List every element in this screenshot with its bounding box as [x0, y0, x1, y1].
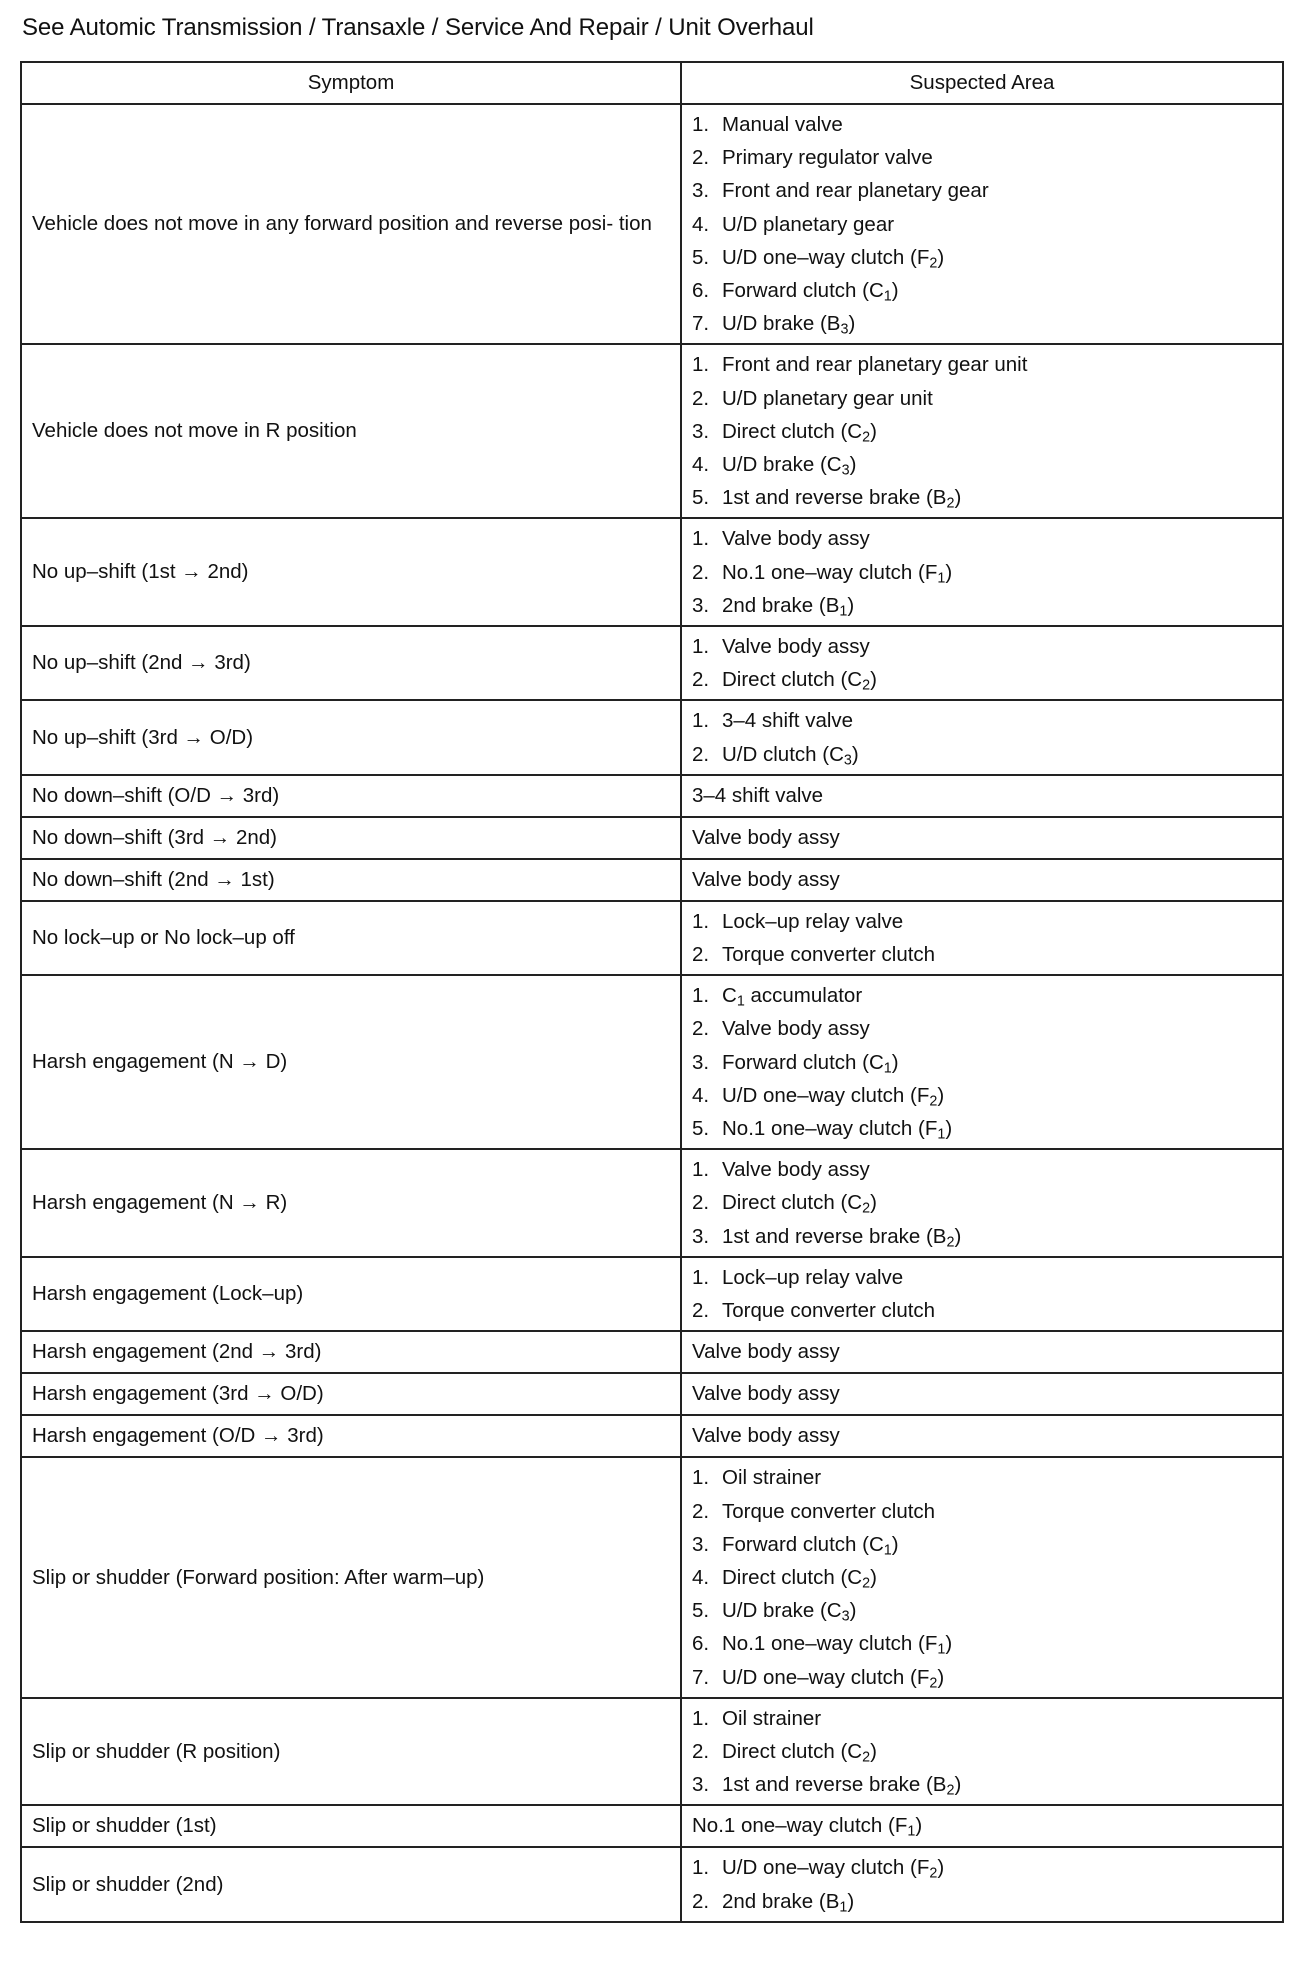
list-item-text: Direct clutch $(C_2)$ — [722, 419, 877, 446]
list-item-text: Forward clutch $(C_1)$ — [722, 1532, 899, 1559]
suspected-area-list — [692, 1848, 1272, 1920]
suspected-area-list — [692, 1150, 1272, 1256]
list-item — [692, 1079, 1272, 1112]
suspected-area-cell: Valve body assy — [681, 859, 1283, 901]
symptom-cell: Slip or shudder (1st) — [21, 1805, 681, 1847]
suspected-area-list — [692, 519, 1272, 625]
table-row — [21, 817, 1283, 859]
table-header-row — [21, 62, 1283, 104]
list-item — [692, 938, 1272, 971]
suspected-area-cell — [681, 1457, 1283, 1697]
symptom-cell: No up–shift (2nd → 3rd) — [21, 626, 681, 700]
suspected-area-list — [692, 627, 1272, 699]
list-item-text: U/D planetary gear — [722, 212, 895, 236]
list-item — [692, 556, 1272, 589]
suspected-area-cell: Valve body assy — [681, 1415, 1283, 1457]
list-item-number: 2. — [692, 386, 710, 410]
list-item — [692, 522, 1272, 555]
symptom-cell: Harsh engagement (3rd → O/D) — [21, 1373, 681, 1415]
symptom-cell: No down–shift (O/D → 3rd) — [21, 775, 681, 817]
suspected-area-cell — [681, 518, 1283, 626]
list-item-text: Oil strainer — [722, 1706, 822, 1730]
list-item-text: U/D one–way clutch $(F_2)$ — [722, 245, 945, 272]
list-item-text: Direct clutch $(C_2)$ — [722, 1191, 877, 1218]
list-item-text: Primary regulator valve — [722, 146, 933, 170]
list-item-number: 5. — [692, 245, 710, 269]
table-row — [21, 775, 1283, 817]
list-item-number: 4. — [692, 1565, 710, 1589]
list-item-number: 7. — [692, 1665, 710, 1689]
list-item — [692, 1627, 1272, 1660]
suspected-area-cell: Valve body assy — [681, 1331, 1283, 1373]
list-item-text: Torque converter clutch — [722, 1299, 936, 1323]
suspected-area-cell — [681, 626, 1283, 700]
list-item-number: 2. — [692, 1889, 710, 1913]
suspected-area-cell — [681, 104, 1283, 344]
list-item-text: U/D clutch $(C_3)$ — [722, 742, 859, 769]
list-item — [692, 1046, 1272, 1079]
list-item-number: 1. — [692, 709, 710, 733]
table-row — [21, 104, 1283, 344]
list-item — [692, 1495, 1272, 1528]
table-row — [21, 1331, 1283, 1373]
list-item-text: Torque converter clutch — [722, 1499, 936, 1523]
list-item — [692, 979, 1272, 1012]
suspected-area-list — [692, 701, 1272, 773]
list-item — [692, 738, 1272, 771]
suspected-area-list — [692, 902, 1272, 974]
list-item-text: 3–4 shift valve — [722, 709, 854, 733]
list-item-text: U/D one–way clutch $(F_2)$ — [722, 1665, 945, 1692]
list-item — [692, 1012, 1272, 1045]
list-item-number: 2. — [692, 146, 710, 170]
symptom-cell: Vehicle does not move in R position — [21, 344, 681, 518]
list-item — [692, 274, 1272, 307]
list-item-number: 4. — [692, 212, 710, 236]
table-row — [21, 626, 1283, 700]
list-item — [692, 905, 1272, 938]
list-item — [692, 1220, 1272, 1253]
list-item — [692, 307, 1272, 340]
list-item-text: No.1 one–way clutch $(F_1)$ — [722, 1632, 953, 1658]
list-item — [692, 1768, 1272, 1801]
list-item — [692, 241, 1272, 274]
list-item-text: Valve body assy — [722, 635, 870, 659]
suspected-area-cell: Valve body assy — [681, 1373, 1283, 1415]
list-item-text: Front and rear planetary gear unit — [722, 353, 1028, 377]
list-item — [692, 663, 1272, 696]
list-item-number: 1. — [692, 909, 710, 933]
list-item — [692, 481, 1272, 514]
list-item — [692, 415, 1272, 448]
symptom-cell: No up–shift (1st → 2nd) — [21, 518, 681, 626]
list-item-text: 2nd brake $(B_1)$ — [722, 593, 855, 620]
list-item — [692, 382, 1272, 415]
symptom-cell: Harsh engagement (Lock–up) — [21, 1257, 681, 1331]
list-item-text: U/D planetary gear unit — [722, 386, 933, 410]
table-body — [21, 104, 1283, 1922]
list-item-number: 6. — [692, 1632, 710, 1656]
list-item — [692, 208, 1272, 241]
list-item — [692, 108, 1272, 141]
suspected-area-cell — [681, 700, 1283, 774]
list-item-number: 1. — [692, 353, 710, 377]
list-item — [692, 174, 1272, 207]
suspected-area-cell — [681, 901, 1283, 975]
page-heading: See Automic Transmission / Transaxle / Service And Repair / Unit Overhaul — [22, 14, 814, 41]
table-row — [21, 1415, 1283, 1457]
list-item-number: 3. — [692, 1224, 710, 1248]
suspected-area-cell — [681, 344, 1283, 518]
symptom-cell: Vehicle does not move in any forward position and reverse posi- tion — [21, 104, 681, 344]
list-item-number: 2. — [692, 1299, 710, 1323]
suspected-area-list — [692, 1458, 1272, 1696]
list-item-text: Direct clutch $(C_2)$ — [722, 668, 877, 694]
symptom-cell: No lock–up or No lock–up off — [21, 901, 681, 975]
list-item-number: 5. — [692, 1117, 710, 1141]
suspected-area-column-header: Suspected Area — [681, 62, 1283, 104]
symptom-column-header: Symptom — [21, 62, 681, 104]
list-item-number: 5. — [692, 1599, 710, 1623]
list-item-number: 3. — [692, 1050, 710, 1074]
list-item-number: 4. — [692, 1083, 710, 1107]
list-item-number: 1. — [692, 984, 710, 1008]
list-item-number: 2. — [692, 668, 710, 692]
list-item — [692, 1461, 1272, 1494]
list-item — [692, 1186, 1272, 1219]
list-item-text: Torque converter clutch — [722, 943, 936, 967]
list-item-text: Valve body assy — [722, 1017, 870, 1041]
list-item-number: 5. — [692, 486, 710, 510]
list-item-text: U/D brake $(C_3)$ — [722, 1599, 857, 1625]
list-item-text: U/D brake $(C_3)$ — [722, 453, 857, 479]
list-item — [692, 1528, 1272, 1561]
suspected-area-list — [692, 1699, 1272, 1805]
list-item-text: No.1 one–way clutch $(F_1)$ — [722, 1117, 953, 1143]
list-item-text: 1st and reverse brake $(B_2)$ — [722, 1224, 962, 1251]
list-item-number: 4. — [692, 453, 710, 477]
list-item — [692, 348, 1272, 381]
list-item-text: U/D one–way clutch $(F_2)$ — [722, 1083, 945, 1110]
list-item — [692, 704, 1272, 737]
list-item-number: 3. — [692, 593, 710, 617]
list-item-text: Valve body assy — [722, 1158, 870, 1182]
suspected-area-cell: No.1 one–way clutch $(F_1)$ — [681, 1805, 1283, 1847]
list-item — [692, 141, 1272, 174]
list-item — [692, 1153, 1272, 1186]
suspected-area-cell — [681, 1149, 1283, 1257]
symptom-cell: Harsh engagement (2nd → 3rd) — [21, 1331, 681, 1373]
suspected-area-list — [692, 345, 1272, 517]
table-row — [21, 1257, 1283, 1331]
list-item-number: 1. — [692, 113, 710, 136]
table-row — [21, 901, 1283, 975]
list-item — [692, 1261, 1272, 1294]
suspected-area-cell — [681, 1698, 1283, 1806]
list-item-text: U/D one–way clutch $(F_2)$ — [722, 1856, 945, 1882]
suspected-area-cell — [681, 975, 1283, 1149]
list-item-text: 2nd brake $(B_1)$ — [722, 1889, 855, 1916]
list-item-text: Valve body assy — [722, 527, 870, 551]
symptom-cell: Harsh engagement (O/D → 3rd) — [21, 1415, 681, 1457]
list-item-number: 1. — [692, 527, 710, 551]
list-item — [692, 1561, 1272, 1594]
list-item-number: 2. — [692, 1499, 710, 1523]
list-item-number: 1. — [692, 1466, 710, 1490]
list-item — [692, 448, 1272, 481]
list-item-text: Front and rear planetary gear — [722, 179, 989, 203]
list-item-number: 1. — [692, 1265, 710, 1289]
table-row — [21, 859, 1283, 901]
list-item-text: Forward clutch $(C_1)$ — [722, 1050, 899, 1077]
list-item-text: U/D brake $(B_3)$ — [722, 312, 856, 338]
list-item-text: 1st and reverse brake $(B_2)$ — [722, 486, 962, 512]
list-item-number: 2. — [692, 742, 710, 766]
suspected-area-cell: 3–4 shift valve — [681, 775, 1283, 817]
table-row — [21, 700, 1283, 774]
list-item-text: Forward clutch $(C_1)$ — [722, 279, 899, 305]
symptom-cell: Slip or shudder (R position) — [21, 1698, 681, 1806]
list-item-number: 3. — [692, 1532, 710, 1556]
list-item-text: $C_1$ accumulator — [722, 984, 863, 1010]
symptom-cell: Slip or shudder (2nd) — [21, 1847, 681, 1921]
list-item-number: 1. — [692, 1856, 710, 1880]
table-row — [21, 975, 1283, 1149]
symptom-cell: No down–shift (2nd → 1st) — [21, 859, 681, 901]
list-item-text: No.1 one–way clutch $(F_1)$ — [722, 560, 953, 587]
table-row — [21, 1698, 1283, 1806]
table-row — [21, 344, 1283, 518]
suspected-area-list — [692, 1258, 1272, 1330]
list-item — [692, 1885, 1272, 1918]
list-item-text: Lock–up relay valve — [722, 909, 904, 933]
symptom-cell: Slip or shudder (Forward position: After warm–up) — [21, 1457, 681, 1697]
list-item — [692, 1294, 1272, 1327]
table-row — [21, 1847, 1283, 1921]
list-item-number: 1. — [692, 635, 710, 659]
list-item-number: 1. — [692, 1706, 710, 1730]
list-item-number: 2. — [692, 1017, 710, 1041]
list-item-text: Direct clutch $(C_2)$ — [722, 1739, 877, 1766]
diagnosis-table — [20, 61, 1284, 1923]
list-item — [692, 1735, 1272, 1768]
list-item-number: 3. — [692, 419, 710, 443]
table-row — [21, 1373, 1283, 1415]
list-item — [692, 1851, 1272, 1884]
table-row — [21, 1149, 1283, 1257]
list-item-text: Oil strainer — [722, 1466, 822, 1490]
list-item-number: 3. — [692, 1773, 710, 1797]
list-item-number: 7. — [692, 312, 710, 336]
list-item — [692, 1661, 1272, 1694]
symptom-cell: Harsh engagement (N → D) — [21, 975, 681, 1149]
table-row — [21, 1457, 1283, 1697]
list-item — [692, 630, 1272, 663]
list-item-text: Lock–up relay valve — [722, 1265, 904, 1289]
table-row — [21, 1805, 1283, 1847]
list-item-number: 2. — [692, 1739, 710, 1763]
suspected-area-cell — [681, 1847, 1283, 1921]
list-item-text: 1st and reverse brake $(B_2)$ — [722, 1773, 962, 1799]
list-item — [692, 589, 1272, 622]
symptom-cell: No down–shift (3rd → 2nd) — [21, 817, 681, 859]
list-item — [692, 1702, 1272, 1735]
symptom-cell: Harsh engagement (N → R) — [21, 1149, 681, 1257]
list-item-text: Manual valve — [722, 113, 843, 136]
list-item-text: Direct clutch $(C_2)$ — [722, 1565, 877, 1592]
table-row — [21, 518, 1283, 626]
list-item-number: 2. — [692, 943, 710, 967]
list-item-number: 1. — [692, 1158, 710, 1182]
symptom-cell: No up–shift (3rd → O/D) — [21, 700, 681, 774]
list-item-number: 2. — [692, 560, 710, 584]
list-item-number: 6. — [692, 279, 710, 303]
suspected-area-cell: Valve body assy — [681, 817, 1283, 859]
suspected-area-list — [692, 976, 1272, 1148]
list-item — [692, 1594, 1272, 1627]
list-item — [692, 1112, 1272, 1145]
suspected-area-cell — [681, 1257, 1283, 1331]
list-item-number: 3. — [692, 179, 710, 203]
list-item-number: 2. — [692, 1191, 710, 1215]
suspected-area-list — [692, 105, 1272, 343]
